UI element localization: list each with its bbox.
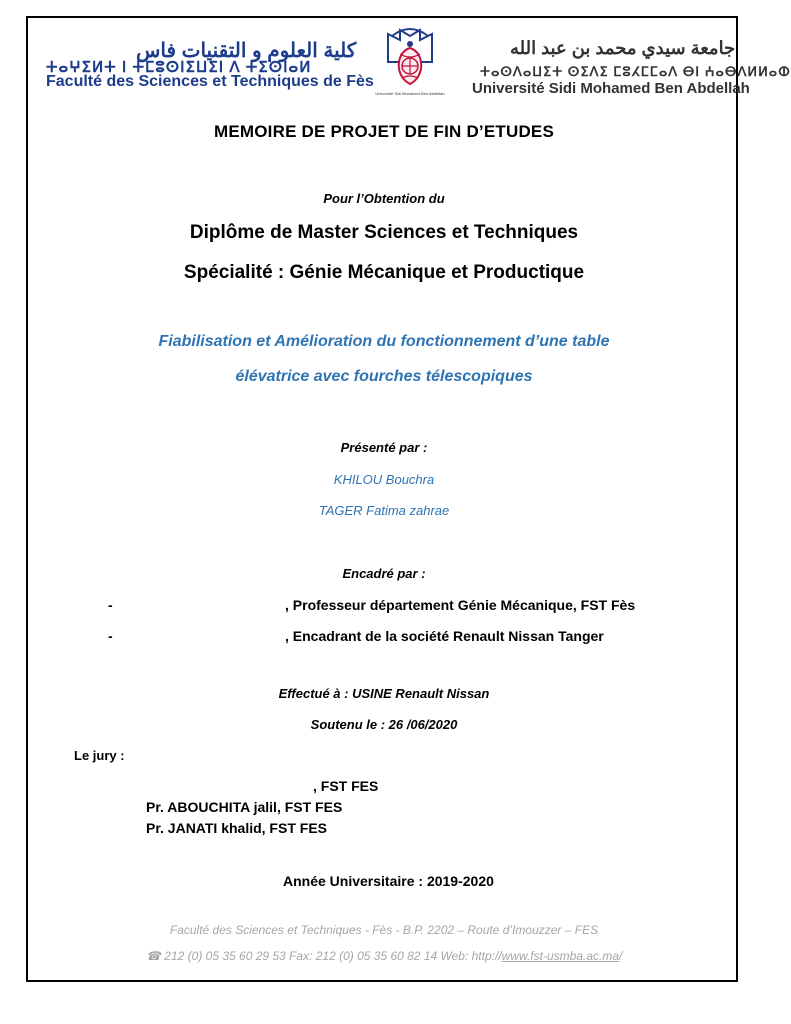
supervisor-entry: , Encadrant de la société Renault Nissan Tanger [285,628,604,644]
thesis-title-line-1: Fiabilisation et Amélioration du fonctionnement d’une table [158,333,610,350]
defense-date: Soutenu le : 26 /06/2020 [310,717,458,732]
jury-label: Le jury : [74,748,125,763]
website-link[interactable]: www.fst-usmba.ac.ma [501,949,620,963]
fst-name-arabic: كلية العلوم و التقنيات فاس [136,40,357,62]
logo-caption: Université Sidi Mohamed Ben Abdellah [375,91,445,96]
supervisor-bullet: - [108,628,113,644]
academic-year: Année Universitaire : 2019-2020 [283,873,494,889]
document-subtitle: Pour l’Obtention du [323,191,445,206]
university-name-arabic: جامعة سيدي محمد بن عبد الله [510,38,736,58]
footer-contact-suffix: / [619,949,623,963]
university-name-tifinagh: ⵜⴰⵙⴷⴰⵡⵉⵜ ⵙⵉⴷⵉ ⵎⵓⵃⵎⵎⴰⴷ ⴱⵏ ⵄⴰⴱⴷⵍⵍⴰⵀ [480,64,791,79]
university-logo [375,22,445,102]
speciality: Spécialité : Génie Mécanique et Productique [183,262,585,283]
diploma-name: Diplôme de Master Sciences et Techniques [189,222,579,243]
fst-name-tifinagh: ⵜⴰⵖⵉⵍⵜ ⵏ ⵜⵎⵓⵙⵏⵉⵡⵉⵏ ⴷ ⵜⵉⵙⵏⴰⵍ [46,59,312,76]
thesis-title-line-2: élévatrice avec fourches télescopiques [235,368,533,385]
phone-icon: ☎ [146,949,161,963]
author-name: TAGER Fatima zahrae [318,503,450,518]
footer-address: Faculté des Sciences et Techniques - Fès - B.P. 2202 – Route d’Imouzzer – FES [169,923,599,937]
university-name-french: Université Sidi Mohamed Ben Abdellah [472,80,750,97]
footer-contact-prefix: 212 (0) 05 35 60 29 53 Fax: 212 (0) 05 35 60 82 14 Web: http:// [164,949,502,963]
jury-member: Pr. ABOUCHITA jalil, FST FES [146,799,343,815]
internship-location: Effectué à : USINE Renault Nissan [278,686,490,701]
fst-name-french: Faculté des Sciences et Techniques de Fès [46,73,374,90]
page-border [26,16,738,982]
jury-member: Pr. JANATI khalid, FST FES [146,820,327,836]
supervisor-bullet: - [108,597,113,613]
supervised-by-label: Encadré par : [342,566,426,581]
footer-contact [146,949,622,963]
supervisor-entry: , Professeur département Génie Mécanique, FST Fès [285,597,636,613]
jury-member: , FST FES [313,778,379,794]
document-title: MEMOIRE DE PROJET DE FIN D’ETUDES [213,122,555,141]
author-name: KHILOU Bouchra [333,472,435,487]
presented-by-label: Présenté par : [340,440,428,455]
